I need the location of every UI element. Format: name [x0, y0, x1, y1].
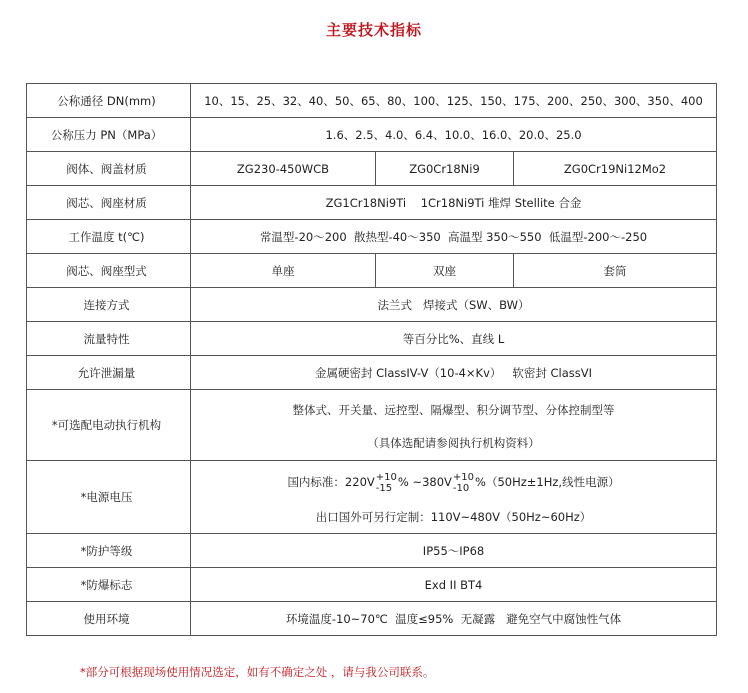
value-body-material-3: ZG0Cr19Ni12Mo2 [514, 152, 717, 186]
value-temperature: 常温型-20～200 散热型-40～350 高温型 350～550 低温型-200～-250 [191, 220, 717, 254]
value-pn: 1.6、2.5、4.0、6.4、10.0、16.0、20.0、25.0 [191, 118, 717, 152]
value-body-material-2: ZG0Cr18Ni9 [376, 152, 514, 186]
row-temperature [27, 220, 717, 254]
value-core-type-2: 双座 [376, 254, 514, 288]
row-flow [27, 322, 717, 356]
spec-table [26, 83, 717, 636]
value-leakage: 金属硬密封 ClassIV-V（10-4×Kv） 软密封 ClassVI [191, 356, 717, 390]
power-domestic-mid: % ~380V [397, 475, 452, 489]
power-export: 出口国外可另行定制：110V~480V（50Hz~60Hz） [315, 510, 592, 524]
label-power: *电源电压 [27, 461, 191, 534]
value-power [191, 461, 717, 534]
label-core-material: 阀芯、阀座材质 [27, 186, 191, 220]
value-core-type-1: 单座 [191, 254, 376, 288]
row-environment [27, 602, 717, 636]
power-domestic-prefix: 国内标准：220V [287, 475, 375, 489]
row-leakage [27, 356, 717, 390]
actuator-note: （具体选配请参阅执行机构资料） [367, 436, 540, 450]
label-flow: 流量特性 [27, 322, 191, 356]
label-temperature: 工作温度 t(℃) [27, 220, 191, 254]
row-actuator [27, 390, 717, 461]
label-environment: 使用环境 [27, 602, 191, 636]
footnote: *部分可根据现场使用情况选定，如有不确定之处 ，请与我公司联系。 [80, 665, 435, 679]
power-domestic-suffix: %（50Hz±1Hz,线性电源） [475, 475, 620, 489]
power-tolerance-2-down: -10 [452, 482, 470, 494]
value-connection: 法兰式 焊接式（SW、BW） [191, 288, 717, 322]
actuator-options: 整体式、开关量、远控型、隔爆型、积分调节型、分体控制型等 [292, 403, 615, 417]
row-core-material [27, 186, 717, 220]
value-environment: 环境温度-10~70℃ 温度≤95% 无凝露 避免空气中腐蚀性气体 [191, 602, 717, 636]
power-tolerance-2-up: +10 [452, 471, 475, 483]
label-pn: 公称压力 PN（MPa） [27, 118, 191, 152]
row-explosion [27, 568, 717, 602]
label-explosion: *防爆标志 [27, 568, 191, 602]
label-core-type: 阀芯、阀座型式 [27, 254, 191, 288]
label-connection: 连接方式 [27, 288, 191, 322]
row-pn [27, 118, 717, 152]
power-tolerance-1-down: -15 [375, 482, 393, 494]
row-dn [27, 84, 717, 118]
label-dn: 公称通径 DN(mm) [27, 84, 191, 118]
row-core-type [27, 254, 717, 288]
label-leakage: 允许泄漏量 [27, 356, 191, 390]
value-core-type-3: 套筒 [514, 254, 717, 288]
power-tolerance-1-up: +10 [375, 471, 397, 483]
page-title: 主要技术指标 [325, 21, 422, 39]
label-body-material: 阀体、阀盖材质 [27, 152, 191, 186]
power-domestic [195, 462, 712, 502]
row-power [27, 461, 717, 534]
value-explosion: Exd II BT4 [191, 568, 717, 602]
value-flow: 等百分比%、直线 L [191, 322, 717, 356]
value-core-material: ZG1Cr18Ni9Ti 1Cr18Ni9Ti 堆焊 Stellite 合金 [191, 186, 717, 220]
row-body-material [27, 152, 717, 186]
value-dn: 10、15、25、32、40、50、65、80、100、125、150、175、200、250、300、350、400 [191, 84, 717, 118]
label-actuator: *可选配电动执行机构 [27, 390, 191, 461]
row-connection [27, 288, 717, 322]
value-protection: IP55～IP68 [191, 534, 717, 568]
power-tolerance-2 [453, 472, 474, 494]
value-actuator [191, 390, 717, 461]
value-body-material-1: ZG230-450WCB [191, 152, 376, 186]
label-protection: *防护等级 [27, 534, 191, 568]
row-protection [27, 534, 717, 568]
power-tolerance-1 [376, 472, 397, 494]
